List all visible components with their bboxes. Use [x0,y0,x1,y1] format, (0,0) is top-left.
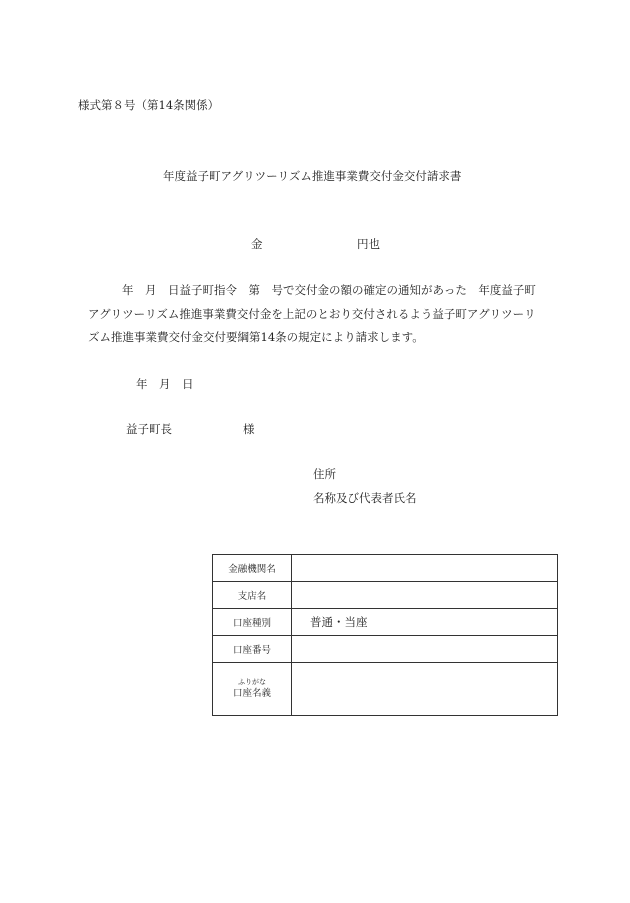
branch-name-label: 支店名 [213,582,292,609]
table-row [213,582,558,609]
bank-name-label: 金融機関名 [213,555,292,582]
account-type-field[interactable]: 普通・当座 [292,609,558,636]
account-holder-label-cell [213,663,292,716]
account-number-field[interactable] [292,636,558,663]
document-title: 年度益子町アグリツーリズム推進事業費交付金交付請求書 [163,169,462,183]
body-line: ズム推進事業費交付金交付要綱第14条の規定により請求します。 [88,330,424,344]
account-type-label: 口座種別 [213,609,292,636]
amount-yen-label: 円也 [357,237,380,251]
branch-name-field[interactable] [292,582,558,609]
amount-kin-label: 金 [251,237,263,251]
applicant-name-label: 名称及び代表者氏名 [313,491,417,505]
table-row [213,609,558,636]
bank-name-field[interactable] [292,555,558,582]
body-line: 年 月 日益子町指令 第 号で交付金の額の確定の通知があった 年度益子町 [122,283,536,297]
table-row [213,636,558,663]
account-number-label: 口座番号 [213,636,292,663]
request-date: 年 月 日 [136,377,194,391]
body-line: アグリツーリズム推進事業費交付金を上記のとおり交付されるよう益子町アグリツーリ [88,306,536,321]
applicant-address-label: 住所 [313,467,336,481]
account-holder-label: 口座名義 [232,688,271,699]
form-number: 様式第８号（第14条関係） [78,98,220,112]
table-row [213,555,558,582]
furigana-label: ふりがな [238,678,266,686]
table-row [213,663,558,716]
account-holder-field[interactable] [292,663,558,716]
bank-account-table [212,554,558,716]
request-body-text [88,279,558,350]
addressee-name: 益子町長 [126,422,172,436]
addressee-honorific: 様 [243,422,255,436]
